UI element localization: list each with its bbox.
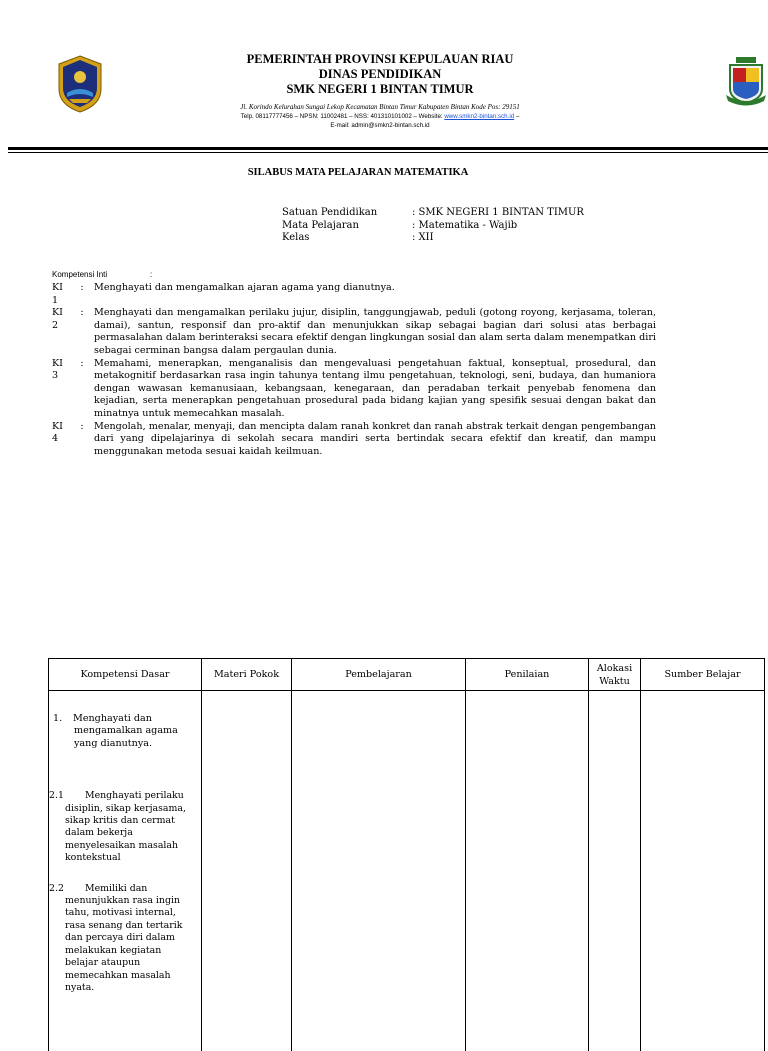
column-header: Sumber Belajar bbox=[641, 659, 765, 691]
info-value: : SMK NEGERI 1 BINTAN TIMUR bbox=[412, 207, 584, 220]
table-header-row bbox=[49, 659, 765, 691]
info-label: Kelas bbox=[282, 232, 412, 245]
school-address: Jl. Korindo Kelurahan Sungai Lekop Kecamatan Bintan Timur Kabupaten Bintan Kode Pos: 29151 bbox=[120, 102, 640, 112]
kd-text-first: Menghayati dan bbox=[73, 713, 152, 724]
penilaian-cell bbox=[466, 691, 589, 1051]
ki-colon: : bbox=[70, 307, 94, 357]
syllabus-info bbox=[282, 207, 584, 245]
ki-item bbox=[52, 282, 656, 307]
column-header: Alokasi Waktu bbox=[589, 659, 641, 691]
kd-number: 1. bbox=[53, 713, 73, 725]
ki-text: Mengolah, menalar, menyaji, dan mencipta dalam ranah konkret dan ranah abstrak terkait dengan pengembangan dari yang dipelajarinya di sekolah secara mandiri serta bertindak secara efektif dan kreatif, dan mampu menggunakan metoda sesuai kaidah keilmuan. bbox=[94, 421, 656, 459]
ki-colon: : bbox=[70, 282, 94, 307]
header-divider-thin bbox=[8, 152, 768, 153]
info-value: : Matematika - Wajib bbox=[412, 220, 517, 233]
ki-item bbox=[52, 421, 656, 459]
ki-text: Menghayati dan mengamalkan ajaran agama yang dianutnya. bbox=[94, 282, 656, 307]
letterhead bbox=[120, 52, 640, 130]
ki-code: KI 3 bbox=[52, 358, 70, 421]
column-header: Pembelajaran bbox=[292, 659, 466, 691]
kd-item bbox=[49, 790, 197, 864]
sumber-belajar-cell bbox=[641, 691, 765, 1051]
syllabus-table bbox=[48, 658, 765, 1051]
kd-text: mengamalkan agama yang dianutnya. bbox=[53, 725, 195, 750]
alokasi-waktu-cell bbox=[589, 691, 641, 1051]
ki-code: KI 1 bbox=[52, 282, 70, 307]
kd-text-first: Menghayati perilaku bbox=[85, 790, 184, 801]
kd-number: 2.2 bbox=[49, 883, 85, 895]
info-row bbox=[282, 207, 584, 220]
kd-text: menunjukkan rasa ingin tahu, motivasi internal, rasa senang dan tertarik dan percaya diri dalam melakukan kegiatan belajar ataupun memecahkan masalah nyata. bbox=[49, 895, 197, 994]
ki-code: KI 4 bbox=[52, 421, 70, 459]
ki-code: KI 2 bbox=[52, 307, 70, 357]
info-row bbox=[282, 220, 584, 233]
ki-heading-colon: : bbox=[150, 270, 152, 279]
ki-heading bbox=[52, 270, 107, 279]
website-link[interactable]: www.smkn2-bintan.sch.id bbox=[444, 113, 514, 120]
provincial-emblem-logo bbox=[57, 55, 103, 113]
kd-item bbox=[49, 883, 197, 995]
ki-colon: : bbox=[70, 421, 94, 459]
materi-pokok-cell bbox=[202, 691, 292, 1051]
ki-text: Memahami, menerapkan, menganalisis dan mengevaluasi pengetahuan faktual, konseptual, prosedural, dan metakognitif berdasarkan rasa ingin tahunya tentang ilmu pengetahuan, teknologi, seni, budaya, dan humaniora dengan wawasan kemanusiaan, kebangsaan, kenegaraan, dan peradaban terkait penyebab fenomena dan kejadian, serta menerapkan pengetahuan prosedural pada bidang kajian yang spesifik sesuai dengan bakat dan minatnya untuk memecahkan masalah. bbox=[94, 358, 656, 421]
column-header: Penilaian bbox=[466, 659, 589, 691]
ki-text: Menghayati dan mengamalkan perilaku jujur, disiplin, tanggungjawab, peduli (gotong royong, kerjasama, toleran, damai), santun, responsif dan pro-aktif dan menunjukkan sikap sebagai bagian dari solusi atas berbagai permasalahan dalam berinteraksi secara efektif dengan lingkungan sosial dan alam serta dalam menempatkan diri sebagai cerminan bangsa dalam pergaulan dunia. bbox=[94, 307, 656, 357]
kd-number: 2.1 bbox=[49, 790, 85, 802]
header-divider-thick bbox=[8, 147, 768, 150]
government-name: PEMERINTAH PROVINSI KEPULAUAN RIAU bbox=[120, 52, 640, 67]
school-name: SMK NEGERI 1 BINTAN TIMUR bbox=[120, 82, 640, 97]
table-row bbox=[49, 691, 765, 1051]
ki-item bbox=[52, 307, 656, 357]
info-row bbox=[282, 232, 584, 245]
column-header: Materi Pokok bbox=[202, 659, 292, 691]
kompetensi-dasar-cell bbox=[49, 691, 202, 1051]
column-header: Kompetensi Dasar bbox=[49, 659, 202, 691]
ki-item bbox=[52, 358, 656, 421]
info-label: Mata Pelajaran bbox=[282, 220, 412, 233]
info-label: Satuan Pendidikan bbox=[282, 207, 412, 220]
document-title: SILABUS MATA PELAJARAN MATEMATIKA bbox=[0, 167, 716, 178]
regency-emblem-logo bbox=[724, 55, 768, 107]
department-name: DINAS PENDIDIKAN bbox=[120, 67, 640, 82]
pembelajaran-cell bbox=[292, 691, 466, 1051]
contact-suffix: – bbox=[514, 113, 519, 120]
school-contact bbox=[120, 112, 640, 121]
kd-item bbox=[53, 713, 195, 750]
ki-list bbox=[52, 282, 656, 458]
info-value: : XII bbox=[412, 232, 434, 245]
ki-heading-label: Kompetensi Inti bbox=[52, 270, 107, 279]
kd-text: disiplin, sikap kerjasama, sikap kritis dan cermat dalam bekerja menyelesaikan masalah kontekstual bbox=[49, 803, 197, 865]
kd-text-first: Memiliki dan bbox=[85, 883, 147, 894]
contact-text: Telp. 08117777456 – NPSN: 11002481 – NSS: 401310101002 – Website: bbox=[241, 113, 445, 120]
ki-colon: : bbox=[70, 358, 94, 421]
school-email: E-mail: admin@smkn2-bintan.sch.id bbox=[120, 121, 640, 130]
